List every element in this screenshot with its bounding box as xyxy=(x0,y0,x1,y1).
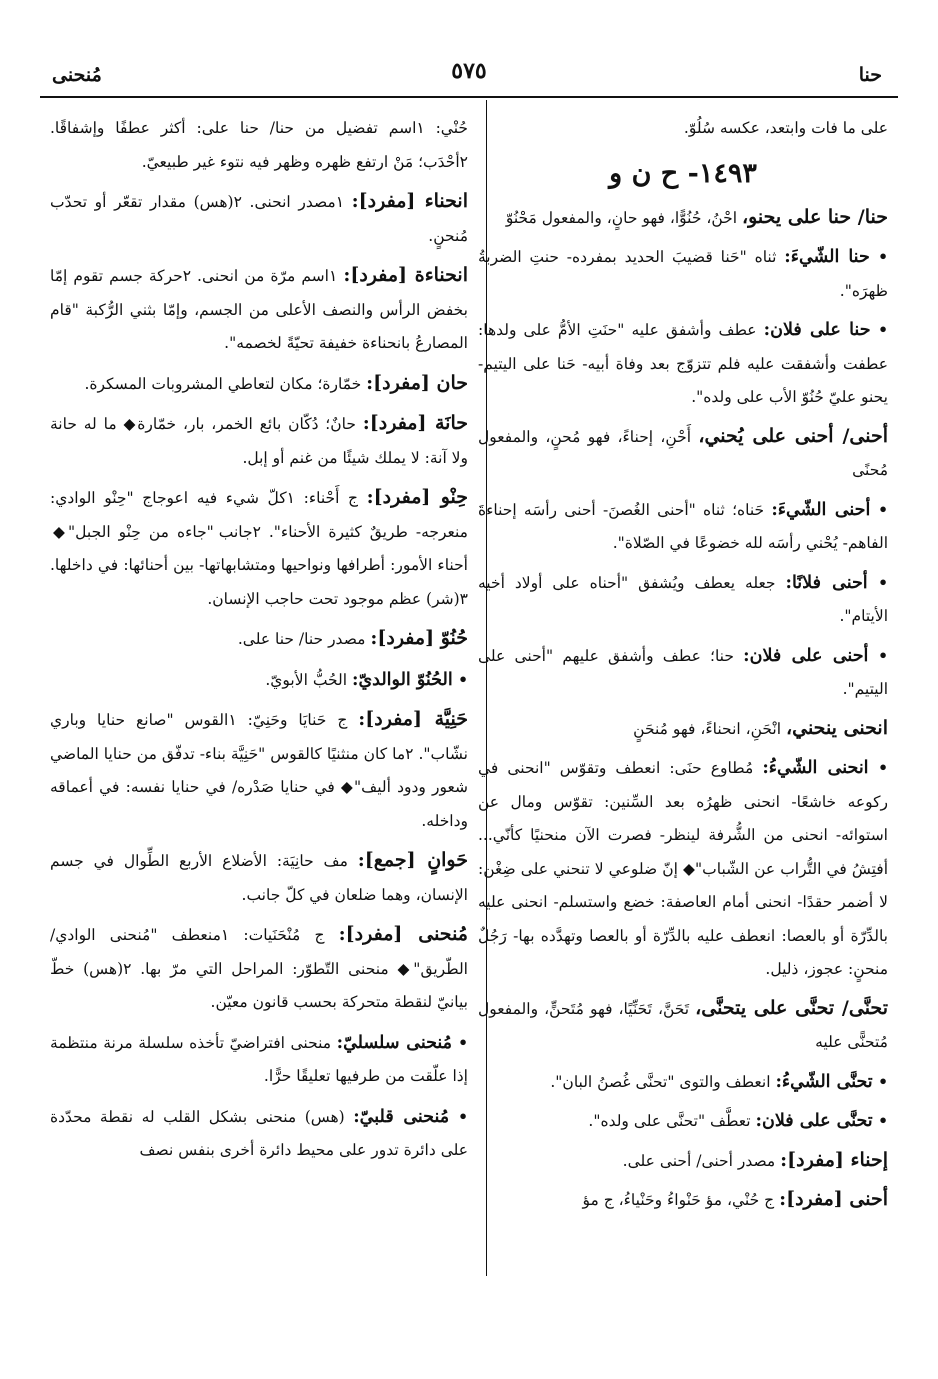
definition-text: منحنى افتراضيّ تأخذه سلسلة مرنة منتظمة إذا علّقت من طرفيها تعليقًا حرًّا. xyxy=(50,1033,468,1085)
sense-paragraph xyxy=(478,313,888,415)
sense-paragraph xyxy=(478,240,888,308)
sense-term: أحنى فلانًا: xyxy=(785,572,868,593)
right-column xyxy=(478,112,888,1223)
sense-term: مُنحنى سلسليّ: xyxy=(336,1032,453,1053)
sense-paragraph xyxy=(478,1065,888,1100)
sense-term: أحنى على فلان: xyxy=(743,645,869,666)
definition-text: ثناه "حَنا قضيبَ الحديد بمفرده- حنتِ الضربةُ ظهرَه". xyxy=(478,248,888,300)
sense-term: مُنحنى قلبيّ: xyxy=(353,1106,450,1127)
sense-paragraph xyxy=(50,1100,468,1168)
headword-paragraph xyxy=(50,844,468,912)
headword-paragraph xyxy=(50,918,468,1020)
headword-paragraph xyxy=(50,259,468,361)
headword-paragraph xyxy=(478,420,888,488)
definition-text: مصدر حنا/ حنا على. xyxy=(237,630,371,648)
headword: إحناء [مفرد]: xyxy=(780,1148,888,1171)
definition-text: ١اسم مرّة من انحنى. ٢حركة جسم تقوم إمّا بخفض الرأس والنصف الأعلى من الجسم، وإمّا بثني الرُّكبة "قام المصارعُ بانحناءة خفيفة تحيّةً لخصمه". xyxy=(50,267,468,352)
left-column xyxy=(50,112,468,1174)
headword: حِنْو [مفرد]: xyxy=(366,486,468,508)
sense-term: حنا على فلان: xyxy=(763,320,871,340)
headword-paragraph xyxy=(478,712,888,747)
headword-paragraph xyxy=(50,185,468,253)
definition-text: انْحَنِ، انحناءً، فهو مُنحَنٍ xyxy=(633,719,786,738)
definition-text: تَحَنَّ، تَحَنِّيًا، فهو مُتَحنٍّ، والمفعول مُتحنًّى عليه xyxy=(478,999,888,1051)
definition-text: حنا؛ عطف وأشفق عليهم "أحنى على اليتيم". xyxy=(478,646,888,698)
sense-paragraph xyxy=(478,751,888,987)
sense-term: تحنَّى الشّيءُ: xyxy=(775,1071,873,1092)
headword: حانَة [مفرد]: xyxy=(362,412,468,434)
definition-text: مُطاوع حنَى: انعطف وتقوّس "انحنى في ركوعه خاشعًا- انحنى ظهرُه بعد السِّنين: تقوّس ومال عن استوائه- انحنى من الشُّرفة لينظر- فصرت الآن منحنيًا كأنّي... أفتِشُ في التُّراب عن الشّباب"◆ إنّ ضلوعي لا تنحني على ضِغْن: لا أضمر حقدًا- انحنى أمام العاصفة: خضع واستسلم- انحنى عليه بالدِّرّة أو بالعصا: انعطف عليه بالدِّرّة أو بالعصا وتهدَّده بها- رَجُلٌ منحنٍ: عجوز، ذليل. xyxy=(478,759,888,978)
headword: أحنى/ أحنى على يُحني، xyxy=(698,424,888,447)
definition-text: احْنُ، حُنُوًّا، فهو حانٍ، والمفعول مَحْنُوّ xyxy=(505,208,742,227)
definition-text: ج حَنايَا وحَنِيّ: ١القوس "صانع حنايا وباري نشّاب". ٢ما كان منثنيًا كالقوس "حَنِيَّة بناء- تدفّق من حنايا الماضي شعور ودود أليف"◆ في حنايا صَدْره/ في حنايا نفسه: في أعماقه وداخله. xyxy=(50,711,468,830)
headword-paragraph xyxy=(478,1144,888,1179)
definition-text: أَحْنِ، إحناءً، فهو مُحنٍ، والمفعول مُحنًى xyxy=(478,427,888,479)
headword: انحنى ينحني، xyxy=(785,716,888,739)
definition-text: ج أَحْناء: ١كلّ شيء فيه اعوجاج "حِنْو الوادي: منعرجه- طريقٌ كثيرة الأحناء". ٢جانب "جاءه من حِنْو الجبل"◆ أحناء الأمور: أطرافها ونواحيها ومتشابهاتها- بين أحنائها: في داخلها. ٣(شر) عظم موجود تحت حاجب الإنسان. xyxy=(50,489,468,608)
headword-paragraph xyxy=(478,201,888,236)
definition-text: الحُبُّ الأبويّ. xyxy=(265,670,352,689)
definition-text: تعطَّف "تحنَّى على ولده". xyxy=(588,1112,756,1130)
headword: حُنُوّ [مفرد]: xyxy=(370,627,468,649)
sense-term: تحنَّى على فلان: xyxy=(755,1111,873,1131)
page-header xyxy=(38,54,900,94)
headword: حَنِيَّة [مفرد]: xyxy=(358,708,468,730)
headword: حَوانٍ [جمع]: xyxy=(357,849,468,871)
sense-paragraph xyxy=(478,493,888,561)
sense-paragraph xyxy=(478,639,888,707)
headword: تحنَّى/ تحنَّى على يتحنَّى، xyxy=(695,996,888,1019)
definition-text: جعله يعطف ويُشفق "أحناه على أولاد أخيه الأيتام". xyxy=(478,573,888,625)
sense-term: حنا الشّيءَ: xyxy=(784,247,870,267)
text-paragraph: حُنْي: ١اسم تفضيل من حنا/ حنا على: أكثر عطفًا وإشفاقًا. ٢أحْدَب؛ مَنْ ارتفع ظهره وظهر فيه نتوء غير طبيعيّ. xyxy=(50,119,468,171)
definition-text: خمّارة؛ مكان لتعاطي المشروبات المسكرة. xyxy=(84,374,367,393)
headword-paragraph xyxy=(50,481,468,616)
sense-term: انحنى الشّيءُ: xyxy=(762,758,869,778)
definition-text: (هس) منحنى بشكل القلب له نقطة محدّدة على دائرة تدور على محيط دائرة أخرى بنفس نصف xyxy=(50,1107,468,1159)
headword-paragraph xyxy=(50,407,468,475)
sense-term: أحنى الشّيءَ: xyxy=(771,499,871,520)
headword: حان [مفرد]: xyxy=(366,371,468,394)
sense-paragraph xyxy=(50,663,468,698)
headword: مُنحنى [مفرد]: xyxy=(338,923,468,945)
sense-paragraph xyxy=(50,1026,468,1094)
page-number: ٥٧٥ xyxy=(451,58,487,84)
headword: انحناءة [مفرد]: xyxy=(343,264,468,286)
definition-text: انعطف والتوى "تحنَّى غُصنُ البان". xyxy=(550,1072,776,1091)
headword: أحنى [مفرد]: xyxy=(779,1188,888,1210)
definition-text: ١مصدر انحنى. ٢(هس) مقدار تقعّر أو تحدّب مُنحنٍ. xyxy=(50,193,468,245)
definition-text: مف حانِيَة: الأضلاع الأربع الطِّوال في جسم الإنسان، وهما ضلعان في كلّ جانب. xyxy=(50,852,468,904)
headword-paragraph xyxy=(50,367,468,402)
definition-text: مصدر أحنى/ أحنى على. xyxy=(622,1151,781,1170)
sense-paragraph xyxy=(478,566,888,634)
header-last-word: مُنحنى xyxy=(52,64,102,86)
definition-text: حانٌ؛ دُكّان بائع الخمر، بار، خمّارة◆ ما له حانة ولا آنة: لا يملك شيئًا من غنم أو إبل. xyxy=(50,415,468,467)
definition-text: عطف وأشفق عليه "حنَتِ الأمُّ على ولدها: عطفت وأشفقت عليه فلم تتزوّج بعد وفاة أبيه- حَنا على اليتيم- يحنو عليّ حُنُوّ الأب على ولده". xyxy=(478,321,888,406)
headword-paragraph xyxy=(50,703,468,838)
headword-paragraph xyxy=(478,992,888,1060)
entry-root-heading: ١٤٩٣- ح ن و xyxy=(609,157,757,189)
headword-paragraph xyxy=(478,1183,888,1218)
sense-paragraph xyxy=(478,1104,888,1139)
text-paragraph: على ما فات وابتعد، عكسه سُلُوّ. xyxy=(683,119,888,137)
definition-text: حَناه؛ ثناه "أحنى الغُصنَ- أحنى رأسَه إحناءةَ الفاهم- يُحْني رأسَه لله خضوعًا في الصّلاة". xyxy=(478,500,888,552)
headword: حنا/ حنا على يحنو، xyxy=(741,205,888,228)
sense-term: الحُنُوّ الوالديّ: xyxy=(352,669,453,690)
definition-text: ج حُنْي، مؤ حَنْواءُ وحَنْياءُ، ج مؤ xyxy=(582,1191,780,1209)
definition-text: ج مُنْحَنَيات: ١منعطف "مُنحنى الوادي/ الطّريق"◆ منحنى التّطوّر: المراحل التي مرّ بها. ٢(هس) خطّ بيانيّ لنقطة متحركة بحسب قانون معيّن. xyxy=(50,926,468,1011)
header-root-word: حنا xyxy=(858,64,882,86)
header-divider xyxy=(40,96,898,98)
headword-paragraph xyxy=(50,622,468,657)
headword: انحناء [مفرد]: xyxy=(351,190,468,212)
